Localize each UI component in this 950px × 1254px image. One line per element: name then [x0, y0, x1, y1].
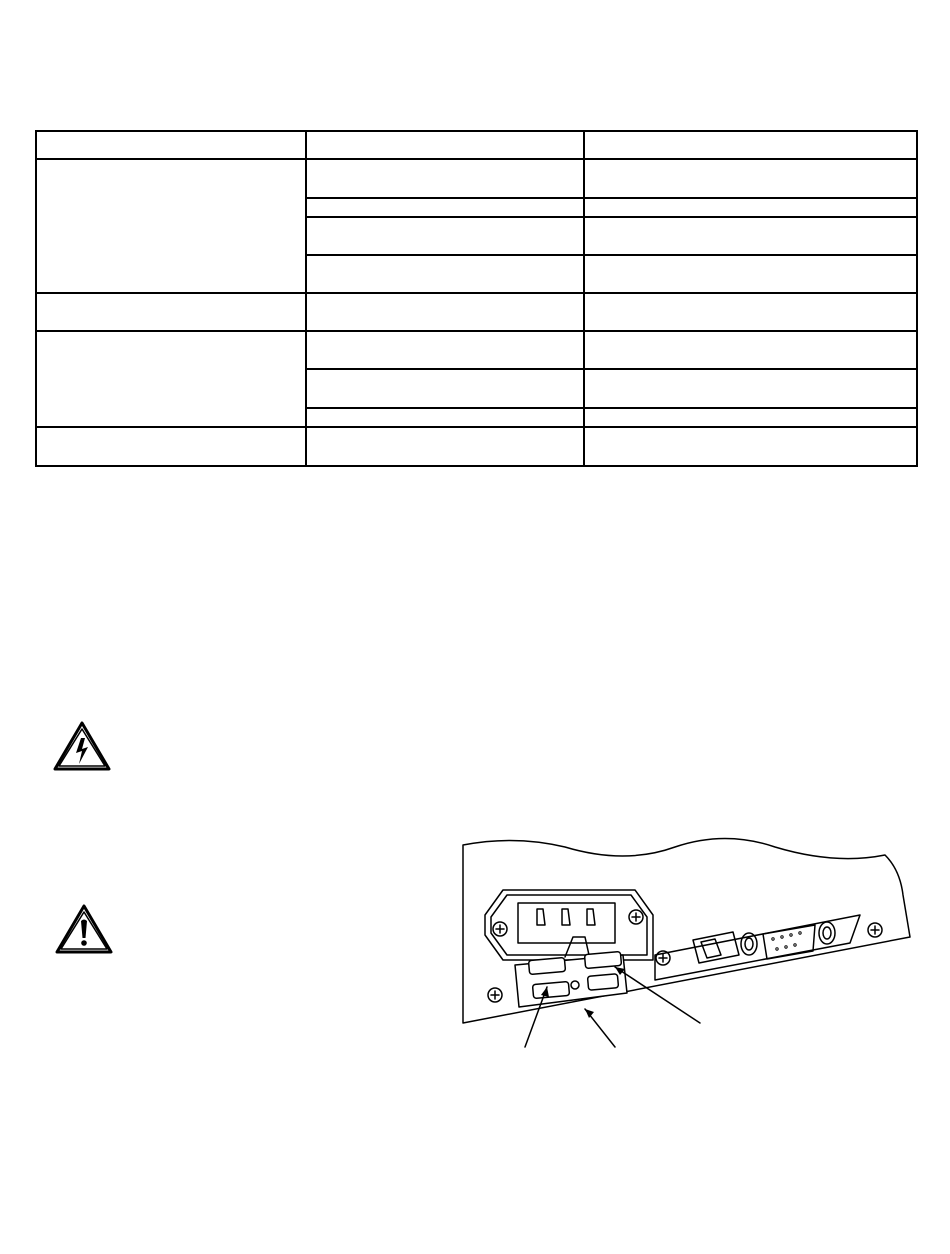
table-grid	[35, 130, 918, 467]
table-border	[36, 131, 917, 466]
fuse-holder-illustration	[455, 825, 925, 1055]
specification-table	[35, 130, 918, 467]
electric-shock-warning-icon	[52, 720, 112, 772]
caution-warning-icon	[54, 903, 114, 955]
